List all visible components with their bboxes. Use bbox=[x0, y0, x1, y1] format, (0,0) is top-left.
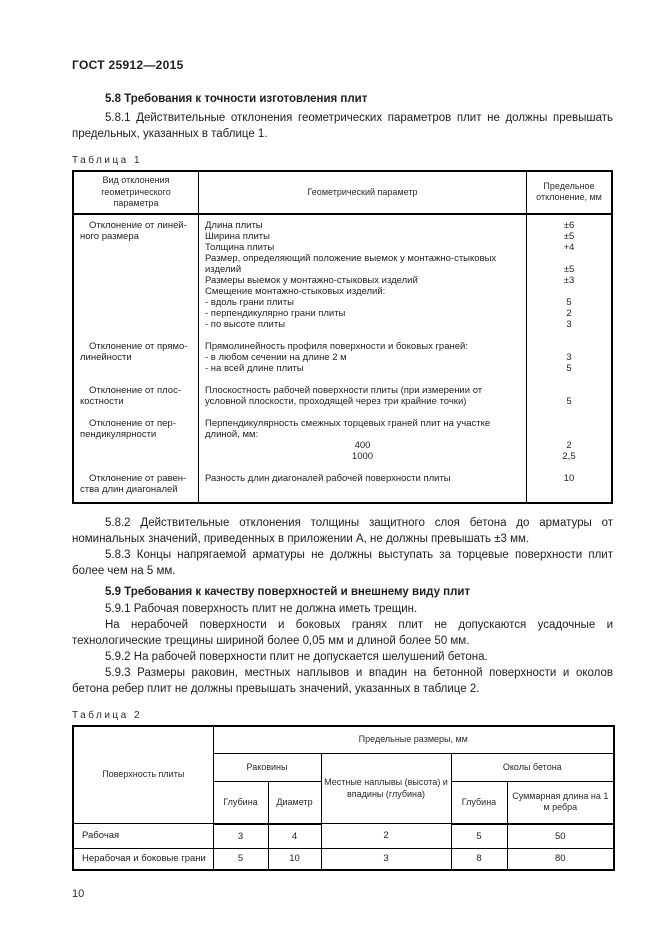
table1-value-line: 10 bbox=[563, 472, 575, 484]
table1-parameter-line: условной плоскости, проходящей через три крайние точки) bbox=[205, 395, 467, 407]
table1-parameter-line: 1000 bbox=[351, 450, 374, 462]
table1-value-cell bbox=[527, 418, 611, 473]
table1-header-deviation-type: Вид отклонения геометрического параметра bbox=[74, 172, 199, 213]
paragraph-5-9-1-continued: На нерабочей поверхности и боковых гранях плит не допускаются усадочные и технологические трещины шириной более 0,05 мм и длиной более 50 мм. bbox=[72, 618, 613, 647]
table1-parameter-line: 400 bbox=[354, 439, 371, 451]
table1-value-line bbox=[529, 385, 609, 396]
table1-value-line: 3 bbox=[566, 351, 572, 363]
table1-value-line bbox=[529, 341, 609, 352]
table1-body bbox=[74, 215, 611, 502]
table1-value-cell bbox=[527, 215, 611, 341]
table1-parameter-line: Смещение монтажно-стыковых изделий: bbox=[205, 285, 386, 297]
table2-label: Таблица 2 bbox=[72, 709, 143, 721]
table2-value-cell: 10 bbox=[268, 849, 321, 870]
paragraph-5-8-1: 5.8.1 Действительные отклонения геометрических параметров плит не должны превышать предельных, указанных в таблице 1. bbox=[72, 112, 613, 140]
table-row bbox=[73, 849, 614, 870]
table2-surface-cell: Нерабочая и боковые грани bbox=[73, 849, 213, 870]
table1-deviation-type-cell bbox=[74, 473, 199, 502]
table1-parameter-line: Плоскостность рабочей поверхности плиты (при измерении от bbox=[205, 384, 483, 396]
table1-parameter-cell bbox=[199, 341, 527, 385]
table1-value-line: +4 bbox=[563, 241, 575, 253]
table1-value-line bbox=[529, 418, 609, 429]
paragraph-5-8-2: 5.8.2 Действительные отклонения толщины защитного слоя бетона до арматуры от номинальных значений, приведенных в приложении А, не должны превышать ±3 мм. bbox=[72, 516, 613, 545]
table1-deviation-type-line: Отклонение от прямо- bbox=[89, 340, 188, 352]
table1-value-line: ±6 bbox=[563, 219, 575, 231]
table1-value-line: 3 bbox=[566, 318, 572, 330]
table1-deviation-type-line: Отклонение от пер- bbox=[89, 417, 176, 429]
table1-parameter-line: длиной, мм: bbox=[205, 428, 259, 440]
table2-surface-cell: Рабочая bbox=[73, 824, 213, 849]
table1-deviation-type-line: пендикулярности bbox=[80, 428, 157, 440]
table1-value-cell bbox=[527, 385, 611, 418]
table2-value-cell: 8 bbox=[451, 849, 507, 870]
table1-row-group bbox=[74, 341, 611, 385]
table1-value-line: ±5 bbox=[563, 230, 575, 242]
table1-parameter-cell bbox=[199, 385, 527, 418]
doc-code: ГОСТ 25912—2015 bbox=[72, 58, 184, 72]
table2-header-limit-sizes: Предельные размеры, мм bbox=[213, 726, 614, 754]
table2-value-cell: 4 bbox=[268, 824, 321, 849]
table2-body bbox=[73, 824, 614, 870]
table2-header-local-sags: Местные наплывы (высота) и впадины (глубина) bbox=[321, 754, 451, 824]
table1-parameter-cell bbox=[199, 473, 527, 502]
table2-value-cell: 5 bbox=[451, 824, 507, 849]
table2-header-diameter: Диаметр bbox=[268, 782, 321, 824]
table1-header-limit-deviation: Предельное отклонение, мм bbox=[536, 180, 602, 203]
table1-value-line: ±3 bbox=[563, 274, 575, 286]
table1-parameter-line: - на всей длине плиты bbox=[205, 362, 304, 374]
table1-parameter-line: Толщина плиты bbox=[205, 241, 275, 253]
table2-header-depth-shells: Глубина bbox=[213, 782, 268, 824]
table2-value-cell: 3 bbox=[321, 849, 451, 870]
table1-deviation-type-line: Отклонение от плос- bbox=[89, 384, 181, 396]
table1-parameter-cell bbox=[199, 418, 527, 473]
table2-header bbox=[73, 726, 614, 824]
table1-label: Таблица 1 bbox=[72, 155, 143, 166]
table1-parameter-line: Размеры выемок у монтажно-стыковых изделий bbox=[205, 274, 418, 286]
table1-parameter-cell bbox=[199, 215, 527, 341]
paragraph-5-9-3: 5.9.3 Размеры раковин, местных наплывов и впадин на бетонной поверхности и околов бетона ребер плит не должны превышать значений, указанных в таблице 2. bbox=[72, 666, 613, 695]
page-number: 10 bbox=[72, 887, 85, 900]
heading-5-9: 5.9 Требования к качеству поверхностей и внешнему виду плит bbox=[105, 585, 471, 598]
table1-value-cell bbox=[527, 473, 611, 502]
table1-deviation-type-cell bbox=[74, 341, 199, 385]
table1-parameter-line: - в любом сечении на длине 2 м bbox=[205, 351, 347, 363]
heading-5-8: 5.8 Требования к точности изготовления плит bbox=[105, 93, 368, 105]
paragraph-5-9-2: 5.9.2 На рабочей поверхности плит не допускается шелушений бетона. bbox=[105, 650, 488, 663]
table1-value-line: 5 bbox=[566, 395, 572, 407]
table2-value-cell: 50 bbox=[507, 824, 614, 849]
table1-row-group bbox=[74, 385, 611, 418]
table2-header-depth-chips: Глубина bbox=[451, 782, 507, 824]
table1-value-line: ±5 bbox=[563, 263, 575, 275]
table2-header-total-length: Суммарная длина на 1 м ребра bbox=[507, 782, 614, 824]
table1-parameter-line: Размер, определяющий положение выемок у монтажно-стыковых bbox=[205, 252, 497, 264]
table1-header bbox=[74, 172, 611, 215]
table1-header-geometric-parameter: Геометрический параметр bbox=[199, 172, 527, 213]
table1-deviation-type-line: линейности bbox=[80, 351, 132, 363]
table1-row-group bbox=[74, 418, 611, 473]
table1-parameter-line: Разность длин диагоналей рабочей поверхности плиты bbox=[205, 472, 451, 484]
table1-value-line bbox=[529, 253, 609, 264]
table1-parameter-line: изделий bbox=[205, 263, 242, 275]
table1-value-line: 2 bbox=[566, 439, 572, 451]
paragraph-5-9-1: 5.9.1 Рабочая поверхность плит не должна иметь трещин. bbox=[105, 602, 418, 615]
table1-value-line: 5 bbox=[566, 296, 572, 308]
table2 bbox=[72, 725, 615, 871]
table2-header-concrete-chips: Околы бетона bbox=[451, 754, 614, 782]
table1-deviation-type-cell bbox=[74, 385, 199, 418]
table1-value-line: 5 bbox=[566, 362, 572, 374]
table1-value-line: 2,5 bbox=[562, 450, 576, 462]
table1-value-cell bbox=[527, 341, 611, 385]
paragraph-5-8-3: 5.8.3 Концы напрягаемой арматуры не должны выступать за торцевые поверхности плит более чем на 5 мм. bbox=[72, 548, 613, 577]
table1 bbox=[72, 170, 613, 504]
table1-parameter-line: Длина плиты bbox=[205, 219, 263, 231]
table1-value-line bbox=[529, 286, 609, 297]
table1-parameter-line: - вдоль грани плиты bbox=[205, 296, 294, 308]
table1-value-line: 2 bbox=[566, 307, 572, 319]
table2-header-surface: Поверхность плиты bbox=[73, 726, 213, 824]
table1-deviation-type-cell bbox=[74, 215, 199, 341]
table1-deviation-type-line: ства длин диагоналей bbox=[80, 483, 178, 495]
table2-value-cell: 3 bbox=[213, 824, 268, 849]
table1-deviation-type-line: Отклонение от линей- bbox=[89, 219, 187, 231]
table1-deviation-type-line: Отклонение от равен- bbox=[89, 472, 187, 484]
table2-header-shells: Раковины bbox=[213, 754, 321, 782]
table2-value-cell: 5 bbox=[213, 849, 268, 870]
table1-parameter-line: Ширина плиты bbox=[205, 230, 270, 242]
table1-parameter-line: - перпендикулярно грани плиты bbox=[205, 307, 346, 319]
table1-row-group bbox=[74, 215, 611, 341]
table1-value-line bbox=[529, 429, 609, 440]
table1-row-group bbox=[74, 473, 611, 502]
table1-deviation-type-line: ного размера bbox=[80, 230, 139, 242]
table1-deviation-type-cell bbox=[74, 418, 199, 473]
table-row bbox=[73, 824, 614, 849]
table2-value-cell: 80 bbox=[507, 849, 614, 870]
table1-parameter-line: - по высоте плиты bbox=[205, 318, 286, 330]
table1-parameter-line: Перпендикулярность смежных торцевых граней плит на участке bbox=[205, 417, 491, 429]
table1-deviation-type-line: костности bbox=[80, 395, 124, 407]
table2-value-cell: 2 bbox=[321, 824, 451, 849]
table1-parameter-line: Прямолинейность профиля поверхности и боковых граней: bbox=[205, 340, 468, 352]
